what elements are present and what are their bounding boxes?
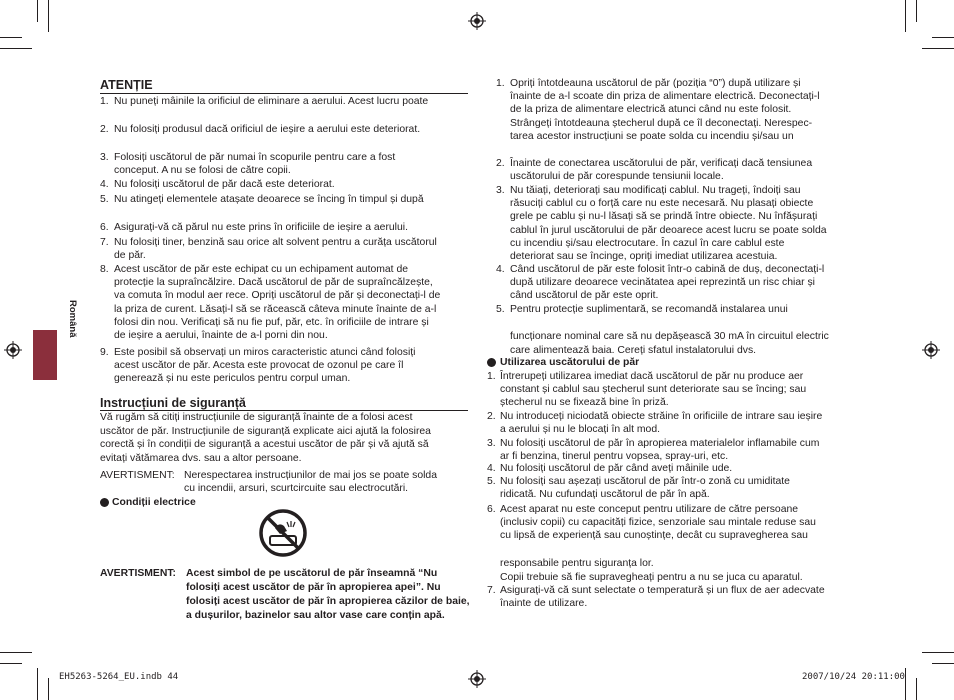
footer-file: EH5263-5264_EU.indb 44 bbox=[59, 672, 179, 682]
crop-mark bbox=[0, 37, 22, 38]
crop-mark bbox=[932, 663, 954, 664]
safety-intro-line: uscător de păr. Instrucțiunile de siguranță explicate aici ajută la folosirea bbox=[100, 425, 431, 437]
avertisment-label: AVERTISMENT: bbox=[100, 470, 175, 481]
power-item-number: 1. bbox=[496, 78, 505, 89]
registration-mark-icon bbox=[922, 341, 940, 359]
item5-cont-line: care alimentează baia. Cereți sfatul instalatorului dvs. bbox=[510, 344, 757, 356]
avertisment-text-1: Nerespectarea instrucțiunilor de mai jos se poate solda bbox=[184, 470, 437, 481]
warning-item-text: Nu folosiți produsul dacă orificiul de ieșire a aerului este deteriorat. bbox=[114, 124, 421, 135]
usage-item-text: Întrerupeți utilizarea imediat dacă uscătorul de păr nu produce aer bbox=[500, 371, 804, 382]
language-tab bbox=[33, 330, 57, 380]
usage-item-text: Asigurați-vă că sunt selectate o temperatură și un flux de aer adecvate bbox=[500, 585, 825, 596]
power-item-number: 4. bbox=[496, 264, 505, 275]
power-item-text: când uscătorul de păr este oprit. bbox=[510, 290, 659, 302]
crop-mark bbox=[0, 652, 32, 653]
power-item-text: Când uscătorul de păr este folosit într-o cabină de duș, deconectați-l bbox=[510, 264, 825, 275]
warning-item-number: 9. bbox=[100, 347, 109, 358]
warning-item-text: Acest uscător de păr este echipat cu un echipament automat de bbox=[114, 264, 409, 275]
item5-cont-line: funcționare nominal care să nu depășească 30 mA în circuitul electric bbox=[510, 331, 829, 342]
safety-title: Instrucțiuni de siguranță bbox=[100, 396, 246, 410]
crop-mark bbox=[48, 0, 49, 32]
power-item-text: răsuciți cablul cu o forță care nu este necesară. Nu plasați obiecte bbox=[510, 198, 814, 210]
warning-item-text: Nu atingeți elementele atașate deoarece se încing în timpul și după bbox=[114, 194, 424, 205]
warning-item-text: Nu folosiți tiner, benzină sau orice alt solvent pentru a curăța uscătorul bbox=[114, 237, 437, 248]
power-item-number: 3. bbox=[496, 185, 505, 196]
warning-item-number: 6. bbox=[100, 222, 109, 233]
item6-cont-line: Copii trebuie să fie supravegheați pentru a nu se juca cu aparatul. bbox=[500, 571, 803, 583]
usage-item-text: ștecherul nu se fixează bine în priză. bbox=[500, 397, 669, 409]
avertisment2-text-2: folosiți acest uscător de păr în apropierea apei”. Nu bbox=[186, 582, 441, 593]
power-item-text: Nu tăiați, deteriorați sau modificați cablul. Nu trageți, îndoiți sau bbox=[510, 185, 801, 196]
warning-item-text: Nu puneți mâinile la orificiul de eliminare a aerului. Acest lucru poate bbox=[114, 96, 429, 107]
usage-item-text: Nu folosiți uscătorul de păr în apropierea materialelor inflamabile cum bbox=[500, 438, 820, 449]
usage-item-number: 5. bbox=[487, 476, 496, 487]
warning-item-text: Este posibil să observați un miros caracteristic atunci când folosiți bbox=[114, 347, 416, 358]
usage-item-text: Acest aparat nu este conceput pentru utilizare de către persoane bbox=[500, 504, 799, 515]
crop-mark bbox=[37, 0, 38, 22]
crop-mark bbox=[48, 678, 49, 700]
registration-mark-icon bbox=[4, 341, 22, 359]
power-item-text: cablul în jurul uscătorului de păr deoarece acest lucru se poate solda bbox=[510, 224, 827, 236]
usage-item-number: 2. bbox=[487, 411, 496, 422]
crop-mark bbox=[916, 0, 917, 22]
usage-item-text: a aerului și nu le blocați în alt mod. bbox=[500, 424, 660, 436]
safety-intro-line: evitați vătămarea dvs. sau a altor persoane. bbox=[100, 452, 302, 464]
warning-item-number: 1. bbox=[100, 96, 109, 107]
usage-item-text: ar fi benzina, tinerul pentru vopsea, spray-uri, etc. bbox=[500, 451, 729, 463]
avertisment-text-2: cu incendii, arsuri, scurtcircuite sau electrocutări. bbox=[184, 483, 409, 494]
warning-item-text: generează și nu este periculos pentru corpul uman. bbox=[114, 373, 351, 385]
power-item-text: Opriți întotdeauna uscătorul de păr (poziția “0”) după utilizare și bbox=[510, 78, 801, 89]
warning-item-number: 8. bbox=[100, 264, 109, 275]
warning-item-text: conceput. A nu se folosi de către copii. bbox=[114, 165, 291, 177]
crop-mark bbox=[932, 37, 954, 38]
warning-item-number: 3. bbox=[100, 152, 109, 163]
usage-item-text: cu lipsă de experiență sau cunoștințe, decât cu supravegherea sau bbox=[500, 530, 808, 542]
electric-title: Condiții electrice bbox=[112, 497, 196, 508]
power-item-text: după utilizare deoarece vecinătatea apei reprezintă un risc chiar și bbox=[510, 277, 815, 289]
power-item-text: deteriorat sau se încinge, opriți imediat utilizarea acestuia. bbox=[510, 251, 778, 262]
usage-item-text: constant și cablul sau ștecherul sunt deteriorate sau se încing; sau bbox=[500, 384, 807, 396]
power-item-text: tarea acestor instrucțiuni se poate solda cu incendiu și/sau un bbox=[510, 130, 794, 142]
registration-mark-icon bbox=[468, 670, 486, 688]
usage-item-number: 3. bbox=[487, 438, 496, 449]
warning-item-text: Nu folosiți uscătorul de păr dacă este deteriorat. bbox=[114, 179, 335, 190]
power-item-text: grele pe cablu și nu-l lăsați să se prindă între obiecte. Nu înfășurați bbox=[510, 211, 818, 223]
section-bullet-icon bbox=[487, 358, 496, 367]
crop-mark bbox=[922, 48, 954, 49]
crop-mark bbox=[0, 663, 22, 664]
power-item-text: înainte de a-l scoate din priza de alimentare electrică. Deconectați-l bbox=[510, 91, 820, 103]
crop-mark bbox=[37, 668, 38, 700]
footer-date: 2007/10/24 20:11:00 bbox=[802, 672, 905, 682]
warning-item-number: 5. bbox=[100, 194, 109, 205]
warning-item-text: protecție la supraîncălzire. Dacă uscătorul de păr de supraîncălzește, bbox=[114, 277, 433, 289]
power-item-number: 5. bbox=[496, 304, 505, 315]
power-item-text: Înainte de conectarea uscătorului de păr, verificați dacă tensiunea bbox=[510, 158, 813, 169]
warning-item-number: 7. bbox=[100, 237, 109, 248]
crop-mark bbox=[905, 0, 906, 32]
power-item-text: uscătorului de păr corespunde tensiunii locale. bbox=[510, 171, 724, 183]
warning-item-text: folosi din nou. Verificați să nu fie puf, păr, etc. în orificiile de intrare și bbox=[114, 316, 429, 328]
crop-mark bbox=[922, 652, 954, 653]
warning-title: ATENȚIE bbox=[100, 78, 153, 92]
avertisment2-text-3: folosiți acest uscător de păr în apropierea căzilor de baie, bbox=[186, 596, 470, 607]
power-item-text: cu incendiu și/sau electrocutare. În cazul în care cablul este bbox=[510, 237, 785, 249]
warning-item-number: 4. bbox=[100, 179, 109, 190]
crop-mark bbox=[916, 678, 917, 700]
warning-item-text: Folosiți uscătorul de păr numai în scopurile pentru care a fost bbox=[114, 152, 396, 163]
usage-item-text: înainte de utilizare. bbox=[500, 598, 588, 609]
warning-item-text: acest uscător de păr. Acesta este provocat de ozonul pe care îl bbox=[114, 360, 404, 372]
use-title: Utilizarea uscătorului de păr bbox=[500, 357, 640, 368]
usage-item-number: 1. bbox=[487, 371, 496, 382]
warning-item-text: de ieșire a aerului, înainte de a-l porni din nou. bbox=[114, 330, 328, 341]
power-item-text: Pentru protecție suplimentară, se recomandă instalarea unui bbox=[510, 304, 788, 315]
no-water-hairdryer-icon bbox=[258, 508, 308, 558]
warning-item-text: va comuta în modul aer rece. Opriți uscătorul de păr și deconectați-l de bbox=[114, 290, 441, 302]
usage-item-text: (inclusiv copii) cu capacități fizice, senzoriale sau mintale reduse sau bbox=[500, 517, 816, 529]
usage-item-text: ridicată. Nu cufundați uscătorul de păr în apă. bbox=[500, 489, 710, 501]
language-label: Română bbox=[67, 300, 78, 338]
warning-item-text: de păr. bbox=[114, 250, 146, 262]
item6-cont-line: responsabile pentru siguranța lor. bbox=[500, 558, 654, 569]
warning-item-text: la priza de curent. Lăsați-l să se răcească câteva minute înainte de a-l bbox=[114, 303, 437, 315]
safety-intro-line: Vă rugăm să citiți instrucțiunile de siguranță înainte de a folosi acest bbox=[100, 412, 413, 423]
power-item-text: Strângeți întotdeauna ștecherul după ce îl deconectați. Nerespec- bbox=[510, 117, 813, 129]
avertisment2-text-4: a dușurilor, bazinelor sau altor vase care conțin apă. bbox=[186, 610, 445, 621]
avertisment2-label: AVERTISMENT: bbox=[100, 568, 177, 579]
usage-item-number: 6. bbox=[487, 504, 496, 515]
usage-item-number: 7. bbox=[487, 585, 496, 596]
power-item-number: 2. bbox=[496, 158, 505, 169]
registration-mark-icon bbox=[468, 12, 486, 30]
crop-mark bbox=[905, 668, 906, 700]
warning-item-number: 2. bbox=[100, 124, 109, 135]
avertisment2-text-1: Acest simbol de pe uscătorul de păr înseamnă “Nu bbox=[186, 568, 438, 579]
power-item-text: de la priza de alimentare electrică atunci când nu este folosit. bbox=[510, 104, 792, 116]
usage-item-number: 4. bbox=[487, 463, 496, 474]
section-bullet-icon bbox=[100, 498, 109, 507]
usage-item-text: Nu folosiți uscătorul de păr când aveți mâinile ude. bbox=[500, 463, 733, 474]
usage-item-text: Nu introduceți niciodată obiecte străine în orificiile de intrare sau ieșire bbox=[500, 411, 823, 422]
crop-mark bbox=[0, 48, 32, 49]
safety-intro-line: corectă și în condiții de siguranță a acestui uscător de păr și vă ajută să bbox=[100, 439, 429, 450]
usage-item-text: Nu folosiți sau așezați uscătorul de păr într-o zonă cu umiditate bbox=[500, 476, 790, 487]
warning-title-rule bbox=[100, 93, 468, 94]
warning-item-text: Asigurați-vă că părul nu este prins în orificiile de ieșire a aerului. bbox=[114, 222, 408, 233]
